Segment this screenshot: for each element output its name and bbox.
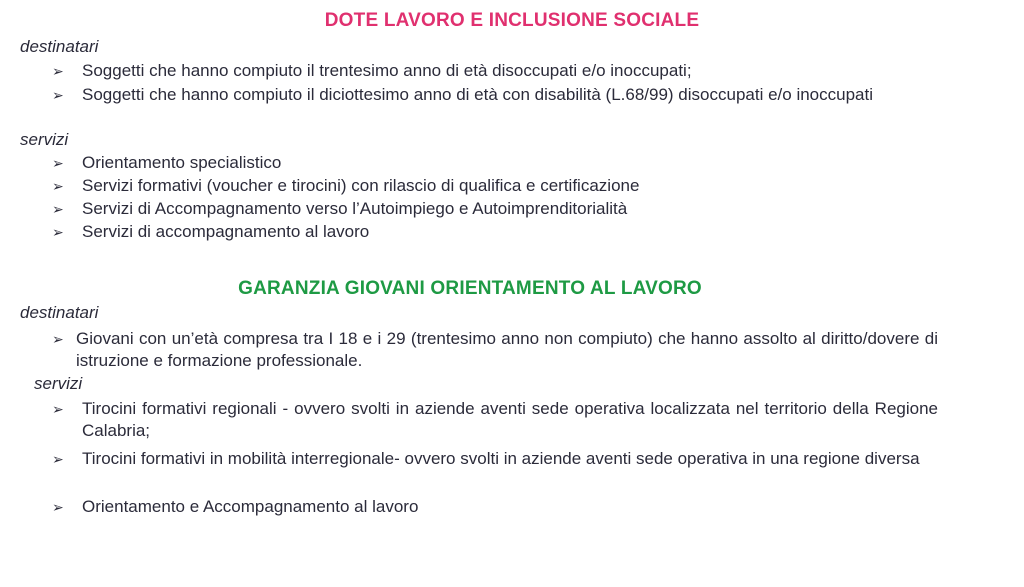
section2-title: GARANZIA GIOVANI ORIENTAMENTO AL LAVORO bbox=[238, 278, 702, 299]
list-item: ➢ Soggetti che hanno compiuto il trentesimo anno di età disoccupati e/o inoccupati; bbox=[52, 61, 692, 80]
section2-servizi-label: servizi bbox=[34, 374, 83, 393]
list-item: ➢ Orientamento e Accompagnamento al lavoro bbox=[52, 497, 419, 516]
arrow-bullet-icon: ➢ bbox=[52, 63, 64, 79]
list-item: ➢ Tirocini formativi regionali - ovvero svolti in aziende aventi sede operativa localizzata nel territorio della Regione Calabria; bbox=[52, 399, 938, 440]
arrow-bullet-icon: ➢ bbox=[52, 155, 64, 171]
arrow-bullet-icon: ➢ bbox=[52, 201, 64, 217]
section1-title: DOTE LAVORO E INCLUSIONE SOCIALE bbox=[324, 10, 700, 31]
arrow-bullet-icon: ➢ bbox=[52, 451, 64, 467]
list-item: ➢ Servizi di Accompagnamento verso l’Autoimpiego e Autoimprenditorialità bbox=[52, 199, 628, 218]
arrow-bullet-icon: ➢ bbox=[52, 331, 64, 347]
section1-servizi-label: servizi bbox=[20, 130, 69, 149]
arrow-bullet-icon: ➢ bbox=[52, 401, 64, 417]
list-item: ➢ Orientamento specialistico bbox=[52, 153, 282, 172]
section1-destinatari-label: destinatari bbox=[20, 37, 99, 56]
list-item: ➢ Servizi formativi (voucher e tirocini) con rilascio di qualifica e certificazione bbox=[52, 176, 640, 195]
list-item: ➢ Tirocini formativi in mobilità interregionale- ovvero svolti in aziende aventi sede operativa in una regione diversa bbox=[52, 449, 920, 468]
list-item: ➢ Servizi di accompagnamento al lavoro bbox=[52, 222, 370, 241]
arrow-bullet-icon: ➢ bbox=[52, 499, 64, 515]
arrow-bullet-icon: ➢ bbox=[52, 178, 64, 194]
arrow-bullet-icon: ➢ bbox=[52, 224, 64, 240]
list-item: ➢ Soggetti che hanno compiuto il diciottesimo anno di età con disabilità (L.68/99) disoccupati e/o inoccupati bbox=[52, 85, 873, 104]
list-item: ➢ Giovani con un’età compresa tra I 18 e i 29 (trentesimo anno non compiuto) che hanno assolto al diritto/dovere di istruzione e formazione professionale. bbox=[52, 329, 938, 370]
arrow-bullet-icon: ➢ bbox=[52, 87, 64, 103]
section2-destinatari-label: destinatari bbox=[20, 303, 99, 322]
